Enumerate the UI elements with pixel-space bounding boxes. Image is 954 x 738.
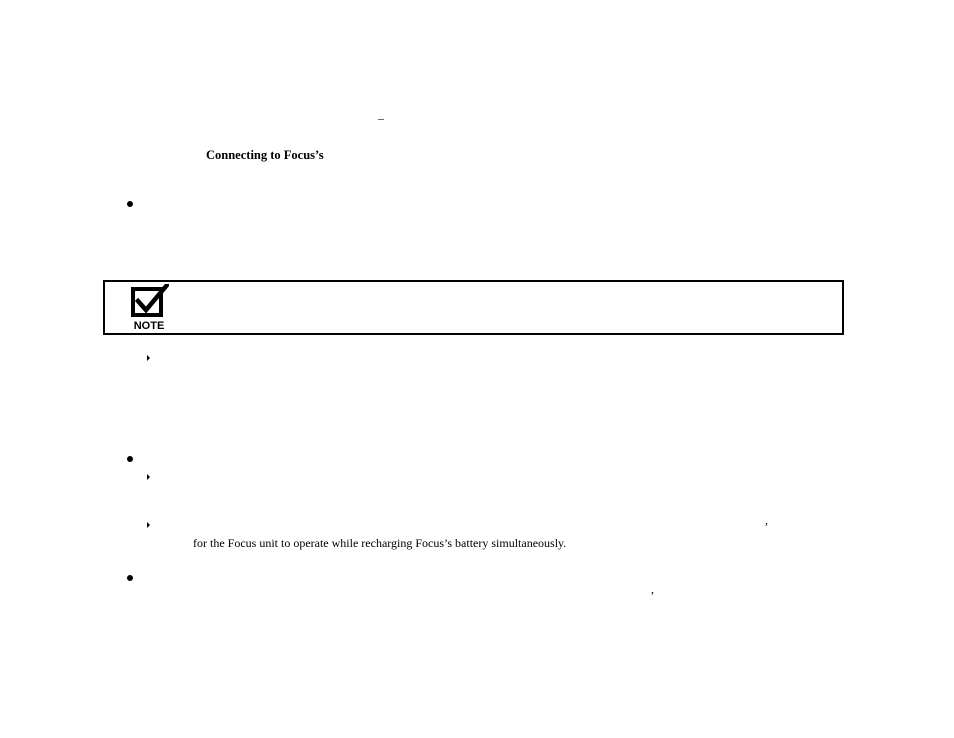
bullet-icon [127, 456, 133, 462]
body-text-line: for the Focus unit to operate while recharging Focus’s battery simultaneously. [193, 536, 567, 550]
comma-mark: , [765, 513, 768, 527]
section-heading: Connecting to Focus’s [206, 148, 324, 162]
arrow-bullet-icon [147, 522, 150, 528]
arrow-bullet-icon [147, 474, 150, 480]
checkbox-check-icon [129, 284, 169, 320]
note-box [103, 280, 844, 335]
bullet-icon [127, 575, 133, 581]
arrow-bullet-icon [147, 355, 150, 361]
note-label: NOTE [133, 320, 165, 332]
comma-mark: , [651, 582, 654, 596]
header-dash: – [378, 111, 384, 125]
note-icon [129, 284, 169, 332]
bullet-icon [127, 201, 133, 207]
